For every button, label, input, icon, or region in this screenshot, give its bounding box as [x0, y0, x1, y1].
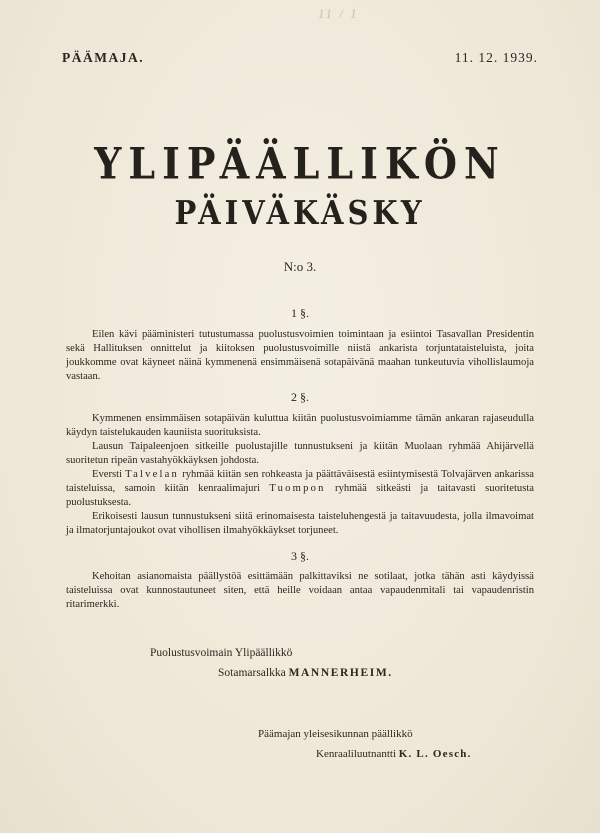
- pencil-annotation: 11 / 1: [318, 6, 359, 21]
- paragraph: Lausun Taipaleenjoen sitkeille puolustajille tunnustukseni ja kiitän Muolaan ryhmää Ahijärvellä suoritetun ripeän vastahyökkäyksen johdosta.: [66, 441, 534, 466]
- document-subtitle: PÄIVÄKÄSKY: [174, 194, 426, 233]
- order-number: N:o 3.: [283, 259, 317, 274]
- date-label: 11. 12. 1939.: [454, 50, 538, 65]
- countersignatory-rank: Kenraaliluutnantti: [316, 748, 397, 760]
- paragraph: Kehoitan asianomaista päällystöä esittämään palkittaviksi ne sotilaat, jotka tähän asti käydyissä taisteluissa ovat kunnostautuneet siten, että heille voidaan antaa vapaudenmitali tai vapaudenristin ritarimerkki.: [66, 571, 534, 610]
- section-3-text: [66, 570, 534, 612]
- spaced-name-talvela: Talvelan: [125, 469, 180, 480]
- section-mark-1: 1 §.: [291, 306, 309, 320]
- section-1-text: [66, 328, 534, 384]
- countersignatory-line: [316, 748, 472, 760]
- text-run: Eversti: [92, 469, 126, 480]
- signatory-rank: Sotamarsalkka: [218, 667, 286, 679]
- section-2-text: [66, 412, 534, 538]
- paragraph: Kymmenen ensimmäisen sotapäivän kuluttua kiitän puolustusvoimiamme tämän ankaran rajaseudulla käydyn taistelukauden kauniista suorituksista.: [66, 413, 534, 438]
- document-title: YLIPÄÄLLIKÖN: [94, 138, 506, 189]
- paragraph: Eilen kävi pääministeri tutustumassa puolustusvoimien toimintaan ja esiintoi Tasavallan Presidentin sekä Hallituksen onnittelut ja kiitoksen puolustusvoimille niistä ankarista torjuntataisteluista, joita joukkomme ovat käyneet näinä kymmenenä ensimmäisenä sotapäivänä maahan tunkeutuvia vihollislaumoja vastaan.: [66, 329, 534, 382]
- paragraph: Erikoisesti lausun tunnustukseni siitä erinomaisesta taisteluhengestä ja taitavuudesta, jolla ilmavoimat ja ilmatorjuntajoukot ovat vihollisen ilmahyökkäykset torjuneet.: [66, 511, 534, 536]
- section-mark-3: 3 §.: [291, 549, 309, 563]
- paragraph: [66, 468, 534, 510]
- signatory-line: [218, 667, 393, 679]
- text-run: ryhmää sitkeästi ja taitavasti suoritetusta puolustuksesta.: [66, 483, 534, 508]
- location-label: PÄÄMAJA.: [62, 50, 145, 65]
- countersignatory-name: K. L. Oesch.: [398, 748, 472, 760]
- text-run: ryhmää kiitän sen rohkeasta ja päättäväisestä esiintymisestä Tolvajärven ankarissa taisteluissa, samoin kiitän kenraalimajuri: [66, 469, 534, 494]
- signatory-name: MANNERHEIM.: [288, 667, 393, 679]
- spaced-name-tuompo: Tuompon: [269, 483, 326, 494]
- countersignatory-title: Päämajan yleisesikunnan päällikkö: [258, 728, 413, 740]
- section-mark-2: 2 §.: [291, 390, 309, 404]
- signatory-title: Puolustusvoimain Ylipäällikkö: [150, 647, 293, 659]
